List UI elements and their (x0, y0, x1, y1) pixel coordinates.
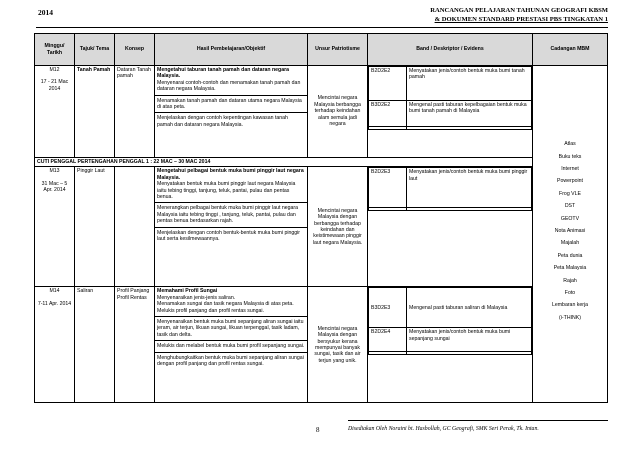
table-row (35, 287, 608, 403)
mbm-item: Rajah (563, 277, 577, 284)
hasil-cell (155, 66, 308, 158)
hasil-cell (155, 167, 308, 287)
date-label: 31 Mac – 5 Apr. 2014 (41, 180, 68, 194)
hasil-item: Menyatakan bentuk muka bumi pinggir laut negara Malaysia iaitu tebing tinggi, tanjung, teluk, pantai, pulau dan pentas benua. (157, 181, 296, 201)
table-row (35, 167, 608, 287)
hasil-item: Menyenaraikan jenis-jenis saliran. (157, 294, 236, 301)
mbm-item: DST (564, 203, 576, 210)
hasil-title: Mengetahui taburan tanah pamah dan dataran negara Malaysia. (157, 67, 290, 80)
lesson-plan-table (34, 33, 608, 403)
table-row (35, 66, 608, 158)
band-cell (368, 167, 533, 287)
tajuk-cell: Tanah Pamah (75, 66, 115, 158)
col-mbm: Cadangan MBM (533, 34, 608, 66)
band-code: B2D2E4 (369, 328, 407, 352)
hasil-item: Menyenaraikan bentuk muka bumi sepanjang aliran sungai iaitu jeram, air terjun, likuan sungai, likuan terpenggal, tasik ladam, tasik dan delta. (157, 319, 304, 338)
header-year: 2014 (38, 8, 53, 17)
mbm-item: Peta Malaysia (553, 265, 587, 272)
hasil-item: Menjelaskan dengan contoh bentuk-bentuk muka bumi pinggir laut serta kesilmewaannya. (157, 229, 301, 243)
unsur-cell: Mencintai negara Malaysia berbangga terhadap keindahan alam semula jadi negara (308, 66, 368, 158)
hasil-title: Memahami Profil Sungai (157, 288, 218, 295)
mbm-item: Lembaran kerja (551, 302, 589, 309)
konsep-cell (115, 167, 155, 287)
mbm-item: GEOTV (560, 215, 580, 222)
tajuk-cell: Saliran (75, 287, 115, 403)
week-cell (35, 66, 75, 158)
mbm-item: Peta dunia (557, 252, 583, 259)
band-desc: Mengenal pasti taburan kepelbagaian bentuk muka bumi tanah pamah di Malaysia (407, 101, 532, 127)
mbm-item: (i-THINK) (559, 314, 581, 321)
band-cell (368, 66, 533, 158)
band-desc: Mengenal pasti taburan saliran di Malaysia (407, 288, 532, 328)
page-number: 8 (316, 426, 320, 434)
col-band: Band / Deskriptor / Evidens (368, 34, 533, 66)
band-code: B2D2E2 (369, 67, 407, 101)
col-konsep: Konsep (115, 34, 155, 66)
hasil-item: Menjelaskan dengan contoh kepentingan kawasan tanah pamah dan dataran negara Malaysia. (157, 115, 288, 128)
hasil-item: Melukis profil panjang dan profil rentas sungai. (157, 307, 264, 314)
mbm-item: Majalah (560, 240, 580, 247)
band-desc: Menyatakan jenis/contoh bentuk muka bumi tanah pamah (407, 67, 532, 101)
week-label: M14 (49, 288, 60, 295)
band-desc: Menyatakan jenis/contoh bentuk muka bumi sepanjang sungai (407, 328, 532, 352)
header-title-line1: RANCANGAN PELAJARAN TAHUNAN GEOGRAFI KBSM (430, 7, 608, 14)
footer-credit: Disediakan Oleh Noraini bt. Hasbollah, GC Geografi, SMK Seri Perak, Tk. Intan. (348, 426, 539, 432)
col-hasil: Hasil Pembelajaran/Objektif (155, 34, 308, 66)
mbm-item: Powerpoint (557, 178, 583, 185)
footer-divider (348, 420, 608, 421)
hasil-cell (155, 287, 308, 403)
hasil-item: Menyenarai contoh-contoh dan menamakan tanah pamah dan dataran negara Malaysia. (157, 79, 301, 93)
week-cell (35, 287, 75, 403)
mbm-item: Nota Animasi (554, 228, 586, 234)
mbm-item: Internet (561, 165, 579, 172)
mbm-item: Foto (564, 290, 576, 297)
mbm-item: Atlas (564, 141, 576, 148)
header-divider (36, 27, 608, 28)
hasil-item: Menerangkan pelbagai bentuk muka bumi pinggir laut negara Malaysia iaitu tebing tinggi , tanjung, teluk, pantai, pulau dan pentas benua berdasarkan rajah. (157, 205, 299, 225)
hasil-item: Menamakan tanah pamah dan dataran utama negara Malaysia di atas peta. (157, 97, 302, 111)
hasil-item: Menghubungkaitkan bentuk muka bumi sepanjang aliran sungai dengan profil panjang dan profil rentas sungai. (157, 354, 304, 368)
table-header-row (35, 34, 608, 66)
date-label: 17 - 21 Mac 2014 (40, 79, 69, 92)
col-unsur: Unsur Patriotisme (308, 34, 368, 66)
cuti-label: CUTI PENGGAL PERTENGAHAN PENGGAL 1 : 22 MAC – 30 MAC 2014 (35, 158, 533, 167)
cuti-row (35, 158, 608, 167)
header-title-line2: & DOKUMEN STANDARD PRESTASI PBS TINGKATAN 1 (434, 16, 608, 23)
band-cell (368, 287, 533, 403)
mbm-item: Buku teks (558, 153, 582, 160)
col-minggu: Minggu/ Tarikh (35, 34, 75, 66)
hasil-item: Melukis dan melabel bentuk muka bumi profil sepanjang sungai. (157, 343, 305, 350)
unsur-cell: Mencintai negara Malaysia dengan bersyukur kerana mempunyai banyak sungai, tasik dan air terjun yang unik. (308, 287, 368, 403)
band-desc: Menyatakan jenis/contoh bentuk muka bumi pinggir laut (407, 168, 532, 208)
header-title (430, 6, 608, 24)
hasil-title: Mengetahui pelbagai bentuk muka bumi pinggir laut negara Malaysia. (157, 168, 304, 181)
week-label: M12 (49, 67, 60, 73)
band-code: B3D2E3 (369, 288, 407, 328)
tajuk-cell: Pinggir Laut (75, 167, 115, 287)
mbm-cell (533, 66, 608, 403)
konsep-cell: Profil Panjang Profil Rentas (115, 287, 155, 403)
date-label: 7-11 Apr. 2014 (37, 300, 72, 307)
band-code: B2D2E3 (369, 168, 407, 208)
unsur-cell: Mencintai negara Malaysia dengan berbangga terhadap keindahan dan keistimewaan pinggir laut negara Malaysia. (308, 167, 368, 287)
week-label: M13 (49, 168, 60, 175)
hasil-item: Menamakan sungai dan tasik negara Malaysia di atas peta. (157, 301, 294, 308)
mbm-item: Frog VLE (559, 190, 581, 197)
band-code: B3D2E2 (369, 101, 407, 127)
col-tajuk: Tajuk/ Tema (75, 34, 115, 66)
konsep-cell: Dataran Tanah pamah (115, 66, 155, 158)
week-cell (35, 167, 75, 287)
